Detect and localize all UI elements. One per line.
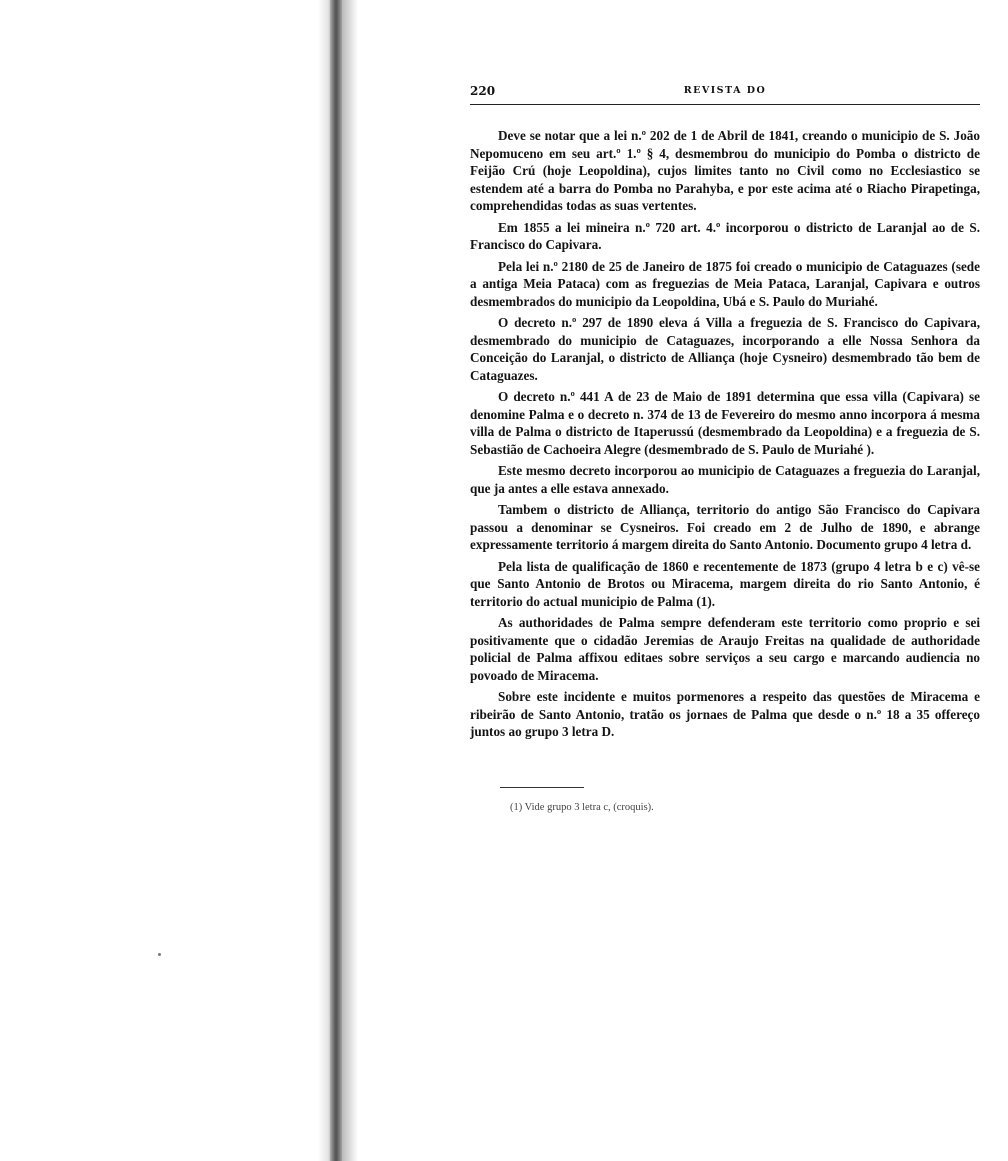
footnote: (1) Vide grupo 3 letra c, (croquis). — [510, 801, 654, 813]
speck-mark — [158, 953, 161, 956]
paragraph: O decreto n.º 441 A de 23 de Maio de 1891 determina que essa villa (Capivara) se denomine Palma e o decreto n. 374 de 13 de Fevereiro do mesmo anno incorpora á mesma villa de Palma o districto de Itaperussú (desmembrado da Leopoldina) e a freguezia de S. Sebastião de Cachoeira Alegre (desmembrado de S. Paulo de Muriahé ). — [470, 389, 980, 457]
body-text — [470, 127, 980, 741]
footnote-rule — [500, 787, 584, 788]
page-number: 220 — [470, 84, 496, 98]
paragraph: Este mesmo decreto incorporou ao municipio de Cataguazes a freguezia do Laranjal, que ja antes a elle estava annexado. — [470, 463, 980, 496]
paragraph: Tambem o districto de Alliança, territorio do antigo São Francisco do Capivara passou a denominar se Cysneiros. Foi creado em 2 de Julho de 1890, e abrange expressamente territorio á margem direita do Santo Antonio. Documento grupo 4 letra d. — [470, 502, 980, 552]
paragraph: As authoridades de Palma sempre defenderam este territorio como proprio e sei positivamente que o cidadão Jeremias de Araujo Freitas na qualidade de authoridade policial de Palma affixou editaes sobre serviços a seu cargo e marcando audiencia no povoado de Miracema. — [470, 615, 980, 683]
page-header — [470, 84, 980, 105]
running-head: REVISTA DO — [683, 85, 767, 96]
paragraph: Em 1855 a lei mineira n.º 720 art. 4.º incorporou o districto de Laranjal ao de S. Francisco do Capivara. — [470, 219, 980, 252]
paragraph: Pela lista de qualificação de 1860 e recentemente de 1873 (grupo 4 letra b e c) vê-se que Santo Antonio de Brotos ou Miracema, margem direita do rio Santo Antonio, é territorio do actual municipio de Palma (1). — [470, 558, 980, 609]
paragraph: Pela lei n.º 2180 de 25 de Janeiro de 1875 foi creado o municipio de Cataguazes (sede a antiga Meia Pataca) com as freguezias de Meia Pataca, Laranjal, Capivara e outros desmembrados do municipio da Leopoldina, Ubá e S. Paulo do Muriahé. — [470, 258, 980, 309]
paragraph: Sobre este incidente e muitos pormenores a respeito das questões de Miracema e ribeirão de Santo Antonio, tratão os jornaes de Palma que desde o n.º 18 a 35 offereço juntos ao grupo 3 letra D. — [470, 689, 980, 739]
paragraph: O decreto n.º 297 de 1890 eleva á Villa a freguezia de S. Francisco do Capivara, desmembrado do municipio de Cataguazes, incorporando a elle Nossa Senhora da Conceição do Laranjal, o districto de Alliança (hoje Cysneiro) desmembrado tão bem de Cataguazes. — [470, 315, 980, 383]
book-page — [470, 84, 980, 813]
paragraph: Deve se notar que a lei n.º 202 de 1 de Abril de 1841, creando o municipio de S. João Nepomuceno em seu art.º 1.º § 4, desmembrou do municipio do Pomba o districto de Feijão Crú (hoje Leopoldina), cujos limites tanto no Civil como no Ecclesiastico se estendem até a barra do Pomba no Parahyba, e por este acima até o Riacho Pirapetinga, comprehendidas todas as suas vertentes. — [470, 128, 980, 213]
binding-gutter-fold — [330, 0, 342, 1161]
